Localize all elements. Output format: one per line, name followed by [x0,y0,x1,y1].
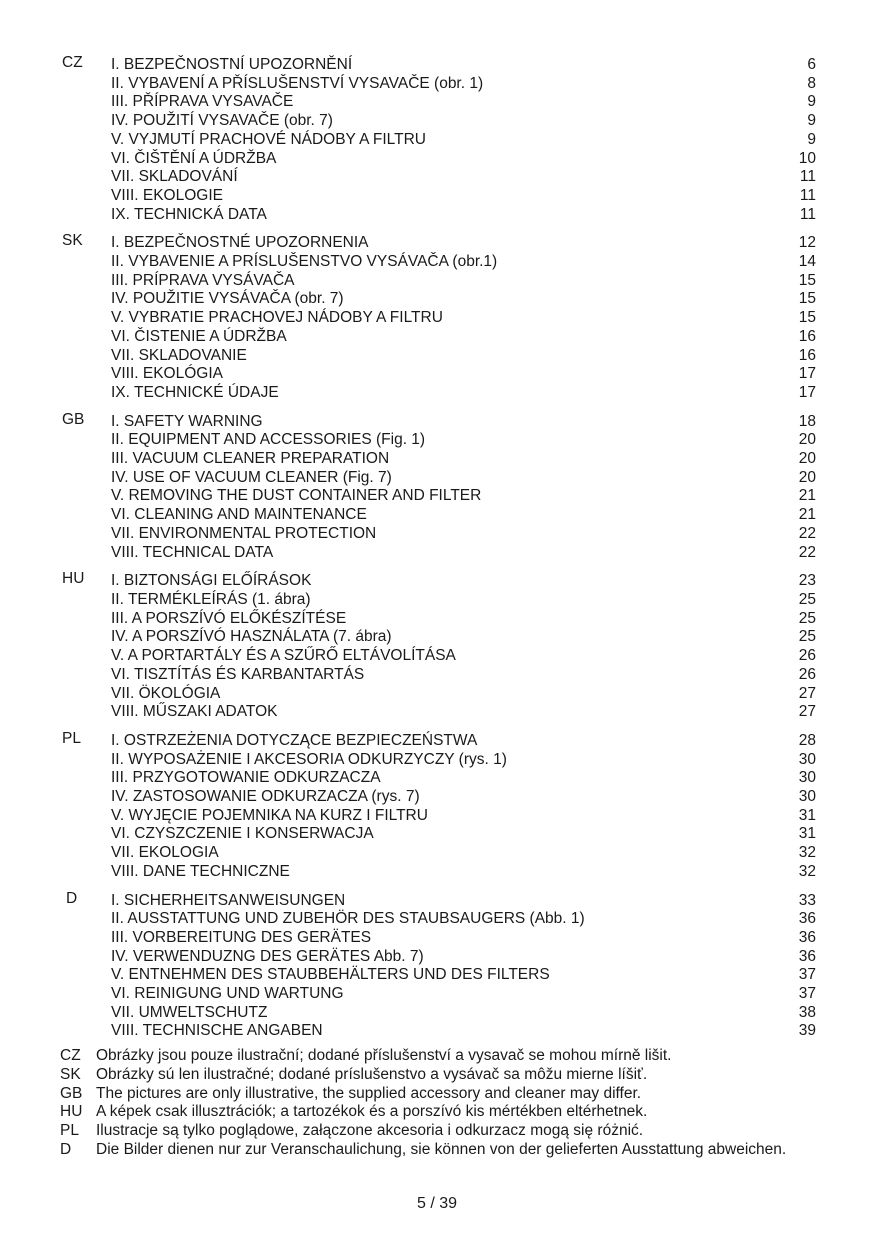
toc-entry [111,666,816,685]
toc-entry-title: IV. USE OF VACUUM CLEANER (Fig. 7) [111,468,392,486]
toc-entry [111,844,816,863]
toc-entry [111,272,816,291]
toc-entry-title: II. EQUIPMENT AND ACCESSORIES (Fig. 1) [111,431,426,449]
toc-entry [111,75,816,94]
toc-entry-title: V. WYJĘCIE POJEMNIKA NA KURZ I FILTRU [111,806,428,824]
toc-entry-page: 9 [807,112,816,130]
illustration-note [0,1122,874,1141]
toc-entries [111,892,816,1042]
toc-entry [111,1004,816,1023]
illustration-note [0,1103,874,1122]
toc-entry [111,506,816,525]
toc-entry [111,384,816,403]
toc-entry-title: VII. ENVIRONMENTAL PROTECTION [111,524,377,542]
toc-entry-title: VIII. DANE TECHNICZNE [111,862,290,880]
toc-entry-page: 17 [798,383,816,401]
toc-entry-page: 16 [798,346,816,364]
toc-entry [111,825,816,844]
toc-entry [111,328,816,347]
toc-entry-title: IX. TECHNICKÉ ÚDAJE [111,383,279,401]
toc-entry [111,131,816,150]
toc-entry-title: III. A PORSZÍVÓ ELŐKÉSZÍTÉSE [111,609,347,627]
toc-entry-page: 30 [798,750,816,768]
toc-entry-page: 18 [798,412,816,430]
note-text: Obrázky sú len ilustračné; dodané príslušenstvo a vysávač sa môžu mierne líšiť. [96,1065,648,1083]
language-code: D [66,889,78,907]
toc-entry-title: VIII. TECHNISCHE ANGABEN [111,1022,323,1040]
toc-entry [111,187,816,206]
illustration-note [0,1047,874,1066]
toc-entry-page: 20 [798,431,816,449]
table-of-contents [0,56,874,1051]
toc-entry [111,150,816,169]
toc-entry [111,910,816,929]
toc-entries [111,234,816,402]
note-language-code: PL [60,1122,79,1140]
toc-entry-page: 12 [798,234,816,252]
toc-entry-page: 30 [798,769,816,787]
note-text: Ilustracje są tylko poglądowe, załączone akcesoria i odkurzacz mogą się różnić. [96,1122,644,1140]
toc-entry-title: III. VACUUM CLEANER PREPARATION [111,450,390,468]
language-code: GB [62,410,85,428]
toc-entry-page: 6 [807,56,816,73]
toc-entry-title: VI. ČIŠTĚNÍ A ÚDRŽBA [111,149,277,167]
toc-entry-title: II. WYPOSAŻENIE I AKCESORIA ODKURZYCZY (rys. 1) [111,750,507,768]
toc-entry-page: 32 [798,862,816,880]
toc-entry-title: II. VYBAVENÍ A PŘÍSLUŠENSTVÍ VYSAVAČE (obr. 1) [111,74,484,92]
toc-entry [111,647,816,666]
toc-entry-page: 21 [798,506,816,524]
toc-entry-page: 15 [798,290,816,308]
toc-entry-page: 15 [798,271,816,289]
toc-section-d [0,889,874,1042]
toc-entry [111,168,816,187]
toc-entry [111,788,816,807]
note-text: Obrázky jsou pouze ilustrační; dodané příslušenství a vysavač se mohou mírně lišit. [96,1047,672,1064]
toc-entry-title: IV. POUŽITÍ VYSAVAČE (obr. 7) [111,112,333,130]
toc-entry [111,347,816,366]
toc-entry-title: VIII. EKOLÓGIA [111,365,223,383]
toc-entries [111,56,816,224]
toc-entry [111,703,816,722]
toc-entry-page: 26 [798,647,816,665]
toc-entry-title: IV. POUŽITIE VYSÁVAČA (obr. 7) [111,290,344,308]
note-text: Die Bilder dienen nur zur Veranschaulichung, sie können von der gelieferten Ausstattung abweichen. [96,1140,787,1158]
toc-entry-title: III. PŘÍPRAVA VYSAVAČE [111,93,294,111]
toc-entry-page: 11 [799,205,816,223]
toc-entry-page: 9 [807,93,816,111]
toc-entry [111,450,816,469]
toc-entry [111,863,816,882]
toc-entry-page: 8 [807,74,816,92]
toc-entry-page: 27 [798,703,816,721]
toc-entry [111,206,816,225]
toc-entry [111,591,816,610]
illustration-notes [0,1047,874,1160]
toc-entry [111,1022,816,1041]
toc-entry-page: 20 [798,468,816,486]
toc-entry-page: 11 [799,168,816,186]
toc-entry [111,985,816,1004]
toc-entry-page: 16 [798,327,816,345]
toc-entry-page: 10 [798,149,816,167]
toc-entry-title: V. A PORTARTÁLY ÉS A SZŰRŐ ELTÁVOLÍTÁSA [111,647,456,665]
toc-entry [111,431,816,450]
note-language-code: SK [60,1065,81,1083]
toc-entry-page: 31 [798,825,816,843]
toc-entry [111,610,816,629]
toc-entry [111,544,816,563]
toc-entry [111,365,816,384]
toc-entry-page: 25 [798,590,816,608]
toc-entry [111,93,816,112]
toc-entry-title: II. TERMÉKLEÍRÁS (1. ábra) [111,590,311,608]
toc-entry-page: 38 [798,1003,816,1021]
language-code: PL [62,729,81,747]
toc-entry-title: VII. UMWELTSCHUTZ [111,1003,268,1021]
toc-entry [111,413,816,432]
note-text: A képek csak illusztrációk; a tartozékok és a porszívó kis mértékben eltérhetnek. [96,1103,648,1121]
toc-entries [111,413,816,563]
toc-entry-page: 36 [798,928,816,946]
toc-entry-title: V. ENTNEHMEN DES STAUBBEHÄLTERS UND DES FILTERS [111,966,550,984]
toc-entry-page: 31 [798,806,816,824]
toc-entry-title: I. BEZPEČNOSTNÉ UPOZORNENIA [111,234,369,252]
toc-entry-title: I. OSTRZEŻENIA DOTYCZĄCE BEZPIECZEŃSTWA [111,731,478,749]
toc-entry-page: 14 [798,253,816,271]
note-text: The pictures are only illustrative, the supplied accessory and cleaner may differ. [96,1084,642,1102]
toc-entry [111,525,816,544]
toc-entry-title: VIII. TECHNICAL DATA [111,543,274,561]
toc-section-hu [0,572,874,722]
toc-entry-title: V. VYBRATIE PRACHOVEJ NÁDOBY A FILTRU [111,309,443,327]
toc-entry-title: VIII. MŰSZAKI ADATOK [111,703,278,721]
toc-entry-page: 20 [798,450,816,468]
toc-entry-title: II. VYBAVENIE A PRÍSLUŠENSTVO VYSÁVAČA (obr.1) [111,253,498,271]
toc-entry [111,290,816,309]
note-language-code: GB [60,1084,83,1102]
toc-entry-title: IV. ZASTOSOWANIE ODKURZACZA (rys. 7) [111,788,420,806]
toc-entry-title: I. BIZTONSÁGI ELŐÍRÁSOK [111,572,312,590]
toc-entry [111,685,816,704]
toc-entry-page: 36 [798,910,816,928]
toc-entry-page: 22 [798,524,816,542]
toc-entry [111,769,816,788]
toc-entry [111,112,816,131]
toc-entry [111,892,816,911]
toc-entry-title: VI. REINIGUNG UND WARTUNG [111,985,344,1003]
toc-entries [111,732,816,882]
toc-entry-title: IX. TECHNICKÁ DATA [111,205,267,223]
toc-entry-title: VI. TISZTÍTÁS ÉS KARBANTARTÁS [111,665,365,683]
toc-entry [111,572,816,591]
toc-entry-title: IV. VERWENDUZNG DES GERÄTES Abb. 7) [111,947,424,965]
toc-entry [111,732,816,751]
language-code: HU [62,570,85,588]
toc-entry-page: 23 [798,572,816,590]
toc-entry [111,487,816,506]
toc-entry-title: V. REMOVING THE DUST CONTAINER AND FILTER [111,487,482,505]
toc-entry-title: VI. ČISTENIE A ÚDRŽBA [111,327,287,345]
toc-entry-page: 37 [798,985,816,1003]
toc-entry-title: VII. SKLADOVÁNÍ [111,168,238,186]
language-code: CZ [62,54,83,71]
toc-entry-page: 25 [798,609,816,627]
toc-entry-page: 36 [798,947,816,965]
toc-entry-page: 37 [798,966,816,984]
toc-entry-page: 39 [798,1022,816,1040]
toc-entry [111,253,816,272]
language-code: SK [62,232,83,250]
toc-entry-title: IV. A PORSZÍVÓ HASZNÁLATA (7. ábra) [111,628,392,646]
toc-entry-page: 32 [798,844,816,862]
toc-entry-title: VII. ÖKOLÓGIA [111,684,221,702]
toc-entry [111,807,816,826]
toc-entry [111,469,816,488]
toc-entry [111,234,816,253]
toc-entry-title: I. SAFETY WARNING [111,412,263,430]
toc-entry-page: 26 [798,665,816,683]
page-number: 5 / 39 [416,1195,458,1212]
toc-entry-title: II. AUSSTATTUNG UND ZUBEHÖR DES STAUBSAUGERS (Abb. 1) [111,910,585,928]
toc-entry [111,628,816,647]
toc-entry-title: VII. EKOLOGIA [111,844,219,862]
toc-entry [111,751,816,770]
toc-entry-title: I. BEZPEČNOSTNÍ UPOZORNĚNÍ [111,56,353,73]
toc-entry-title: III. PRZYGOTOWANIE ODKURZACZA [111,769,381,787]
toc-entry-title: VI. CLEANING AND MAINTENANCE [111,506,367,524]
toc-entry-title: I. SICHERHEITSANWEISUNGEN [111,891,346,909]
toc-entry-page: 30 [798,788,816,806]
toc-entry-title: V. VYJMUTÍ PRACHOVÉ NÁDOBY A FILTRU [111,130,426,148]
toc-entry-page: 33 [798,891,816,909]
toc-entry-title: VIII. EKOLOGIE [111,186,223,204]
toc-entry [111,929,816,948]
note-language-code: CZ [60,1047,81,1064]
toc-entry-title: III. PRÍPRAVA VYSÁVAČA [111,271,295,289]
toc-entry-page: 22 [798,543,816,561]
toc-entry [111,948,816,967]
toc-entry-page: 21 [798,487,816,505]
toc-section-pl [0,729,874,882]
toc-entry-page: 15 [798,309,816,327]
toc-entry [111,56,816,75]
toc-entry [111,309,816,328]
toc-entry-page: 9 [807,130,816,148]
toc-entries [111,572,816,722]
toc-entry-page: 27 [798,684,816,702]
toc-entry-page: 25 [798,628,816,646]
note-language-code: HU [60,1103,83,1121]
toc-entry-title: VII. SKLADOVANIE [111,346,247,364]
toc-entry-title: III. VORBEREITUNG DES GERÄTES [111,928,372,946]
note-language-code: D [60,1140,72,1158]
illustration-note [0,1141,874,1160]
toc-entry-page: 28 [798,731,816,749]
toc-section-gb [0,410,874,563]
illustration-note [0,1066,874,1085]
illustration-note [0,1085,874,1104]
toc-section-cz [0,56,874,224]
toc-section-sk [0,234,874,402]
toc-entry-page: 17 [798,365,816,383]
toc-entry [111,966,816,985]
toc-entry-page: 11 [799,186,816,204]
toc-entry-title: VI. CZYSZCZENIE I KONSERWACJA [111,825,374,843]
